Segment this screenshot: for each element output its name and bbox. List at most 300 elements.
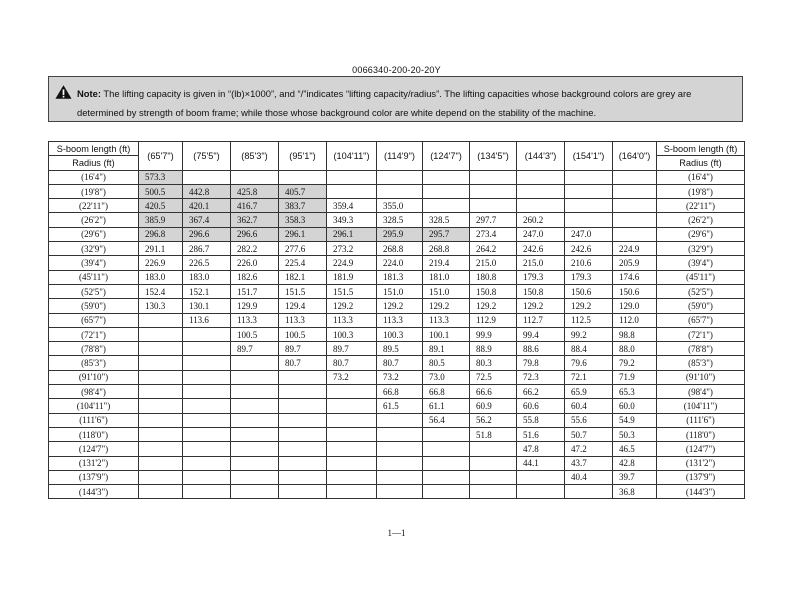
capacity-cell: 219.4 <box>423 256 470 270</box>
radius-cell-right: (16'4") <box>657 170 745 184</box>
capacity-cell: 79.8 <box>517 356 565 370</box>
capacity-cell: 99.2 <box>565 327 613 341</box>
capacity-cell <box>613 184 657 198</box>
capacity-cell: 43.7 <box>565 456 613 470</box>
capacity-cell <box>279 470 327 484</box>
capacity-cell: 88.6 <box>517 342 565 356</box>
capacity-cell <box>279 170 327 184</box>
capacity-cell: 50.7 <box>565 427 613 441</box>
capacity-cell <box>327 456 377 470</box>
table-row <box>49 399 745 413</box>
capacity-cell: 79.2 <box>613 356 657 370</box>
capacity-cell: 224.9 <box>327 256 377 270</box>
capacity-cell: 328.5 <box>423 213 470 227</box>
capacity-cell: 80.7 <box>327 356 377 370</box>
capacity-cell: 80.3 <box>470 356 517 370</box>
capacity-cell: 129.2 <box>470 299 517 313</box>
capacity-cell <box>231 385 279 399</box>
capacity-cell: 66.8 <box>377 385 423 399</box>
capacity-cell <box>279 485 327 499</box>
boom-length-header: (154'1") <box>565 142 613 171</box>
capacity-cell: 215.0 <box>470 256 517 270</box>
capacity-cell: 47.2 <box>565 442 613 456</box>
capacity-cell <box>139 342 183 356</box>
radius-cell-left: (29'6") <box>49 227 139 241</box>
capacity-cell <box>139 370 183 384</box>
boom-length-header-left: S-boom length (ft) <box>49 142 139 156</box>
capacity-cell: 89.7 <box>279 342 327 356</box>
capacity-cell: 42.8 <box>613 456 657 470</box>
capacity-cell: 79.6 <box>565 356 613 370</box>
capacity-cell: 88.9 <box>470 342 517 356</box>
capacity-cell: 129.2 <box>377 299 423 313</box>
radius-cell-right: (137'9") <box>657 470 745 484</box>
capacity-cell <box>377 470 423 484</box>
table-row <box>49 242 745 256</box>
capacity-cell <box>377 456 423 470</box>
table-row <box>49 199 745 213</box>
capacity-cell: 150.8 <box>517 284 565 298</box>
capacity-cell <box>327 184 377 198</box>
capacity-cell <box>183 356 231 370</box>
capacity-cell: 61.5 <box>377 399 423 413</box>
radius-cell-left: (104'11") <box>49 399 139 413</box>
capacity-cell <box>183 327 231 341</box>
capacity-cell: 150.6 <box>565 284 613 298</box>
boom-length-header-right: S-boom length (ft) <box>657 142 745 156</box>
note-box <box>48 76 743 122</box>
capacity-cell: 151.0 <box>377 284 423 298</box>
capacity-cell <box>139 313 183 327</box>
capacity-cell <box>613 227 657 241</box>
radius-cell-left: (91'10") <box>49 370 139 384</box>
capacity-cell: 181.3 <box>377 270 423 284</box>
table-row <box>49 313 745 327</box>
radius-cell-right: (98'4") <box>657 385 745 399</box>
capacity-cell <box>231 485 279 499</box>
capacity-cell: 100.5 <box>231 327 279 341</box>
table-body <box>49 142 745 499</box>
radius-cell-left: (78'8") <box>49 342 139 356</box>
table-row <box>49 470 745 484</box>
capacity-cell <box>279 442 327 456</box>
capacity-cell <box>423 170 470 184</box>
capacity-cell <box>377 427 423 441</box>
capacity-cell: 420.5 <box>139 199 183 213</box>
capacity-cell: 113.3 <box>327 313 377 327</box>
radius-cell-left: (124'7") <box>49 442 139 456</box>
capacity-cell: 55.8 <box>517 413 565 427</box>
capacity-cell: 40.4 <box>565 470 613 484</box>
table-row <box>49 356 745 370</box>
capacity-cell <box>423 427 470 441</box>
radius-cell-left: (32'9") <box>49 242 139 256</box>
capacity-cell: 183.0 <box>139 270 183 284</box>
boom-length-header: (144'3") <box>517 142 565 171</box>
capacity-cell: 362.7 <box>231 213 279 227</box>
capacity-cell: 112.9 <box>470 313 517 327</box>
capacity-cell: 66.6 <box>470 385 517 399</box>
capacity-cell <box>470 442 517 456</box>
capacity-cell <box>279 370 327 384</box>
capacity-cell: 224.0 <box>377 256 423 270</box>
capacity-cell: 367.4 <box>183 213 231 227</box>
capacity-cell: 296.1 <box>279 227 327 241</box>
capacity-cell: 113.3 <box>231 313 279 327</box>
capacity-cell <box>183 427 231 441</box>
capacity-cell <box>470 456 517 470</box>
capacity-cell <box>423 456 470 470</box>
capacity-cell: 44.1 <box>517 456 565 470</box>
radius-cell-left: (45'11") <box>49 270 139 284</box>
page-number: 1—1 <box>387 528 406 538</box>
radius-cell-right: (91'10") <box>657 370 745 384</box>
boom-length-header: (95'1") <box>279 142 327 171</box>
capacity-cell: 226.9 <box>139 256 183 270</box>
table-row <box>49 270 745 284</box>
capacity-cell: 264.2 <box>470 242 517 256</box>
capacity-cell: 273.4 <box>470 227 517 241</box>
radius-cell-left: (22'11") <box>49 199 139 213</box>
capacity-cell <box>613 199 657 213</box>
radius-cell-right: (52'5") <box>657 284 745 298</box>
capacity-cell: 151.5 <box>327 284 377 298</box>
capacity-cell: 71.9 <box>613 370 657 384</box>
capacity-cell <box>565 485 613 499</box>
radius-cell-left: (98'4") <box>49 385 139 399</box>
radius-cell-right: (39'4") <box>657 256 745 270</box>
capacity-cell: 100.3 <box>327 327 377 341</box>
capacity-cell: 89.5 <box>377 342 423 356</box>
capacity-cell: 56.4 <box>423 413 470 427</box>
radius-cell-left: (144'3") <box>49 485 139 499</box>
capacity-cell <box>279 399 327 413</box>
capacity-cell: 50.3 <box>613 427 657 441</box>
capacity-cell: 73.2 <box>327 370 377 384</box>
capacity-cell <box>517 470 565 484</box>
radius-cell-right: (59'0") <box>657 299 745 313</box>
radius-cell-right: (29'6") <box>657 227 745 241</box>
capacity-cell <box>327 170 377 184</box>
radius-header-left: Radius (ft) <box>49 156 139 170</box>
radius-cell-left: (65'7") <box>49 313 139 327</box>
table-row <box>49 442 745 456</box>
radius-cell-left: (26'2") <box>49 213 139 227</box>
capacity-cell: 179.3 <box>565 270 613 284</box>
capacity-cell <box>565 170 613 184</box>
capacity-cell: 89.7 <box>327 342 377 356</box>
capacity-cell: 89.1 <box>423 342 470 356</box>
capacity-cell: 80.5 <box>423 356 470 370</box>
radius-cell-left: (16'4") <box>49 170 139 184</box>
capacity-cell <box>565 213 613 227</box>
capacity-cell: 420.1 <box>183 199 231 213</box>
capacity-cell <box>470 470 517 484</box>
capacity-cell <box>183 485 231 499</box>
radius-cell-right: (26'2") <box>657 213 745 227</box>
boom-length-header: (85'3") <box>231 142 279 171</box>
capacity-cell <box>231 427 279 441</box>
capacity-cell: 296.6 <box>231 227 279 241</box>
table-row <box>49 485 745 499</box>
capacity-cell <box>231 470 279 484</box>
capacity-cell <box>231 442 279 456</box>
capacity-cell: 383.7 <box>279 199 327 213</box>
capacity-cell <box>139 356 183 370</box>
note-label: Note: <box>77 88 101 99</box>
capacity-cell: 54.9 <box>613 413 657 427</box>
capacity-cell <box>139 442 183 456</box>
capacity-cell <box>377 184 423 198</box>
capacity-cell: 151.7 <box>231 284 279 298</box>
capacity-cell: 416.7 <box>231 199 279 213</box>
radius-cell-left: (19'8") <box>49 184 139 198</box>
radius-header-right: Radius (ft) <box>657 156 745 170</box>
capacity-cell <box>139 385 183 399</box>
capacity-cell: 179.3 <box>517 270 565 284</box>
capacity-cell <box>139 413 183 427</box>
capacity-cell <box>139 456 183 470</box>
capacity-cell: 247.0 <box>565 227 613 241</box>
capacity-cell: 98.8 <box>613 327 657 341</box>
table-row <box>49 370 745 384</box>
capacity-cell: 150.6 <box>613 284 657 298</box>
capacity-cell: 47.8 <box>517 442 565 456</box>
capacity-cell <box>327 413 377 427</box>
capacity-cell: 442.8 <box>183 184 231 198</box>
capacity-cell <box>327 399 377 413</box>
capacity-cell: 61.1 <box>423 399 470 413</box>
table-row <box>49 342 745 356</box>
capacity-cell <box>231 413 279 427</box>
capacity-cell: 100.1 <box>423 327 470 341</box>
radius-cell-right: (65'7") <box>657 313 745 327</box>
radius-cell-right: (131'2") <box>657 456 745 470</box>
capacity-cell <box>327 485 377 499</box>
capacity-cell: 130.1 <box>183 299 231 313</box>
capacity-cell: 260.2 <box>517 213 565 227</box>
capacity-cell: 181.0 <box>423 270 470 284</box>
radius-cell-right: (111'6") <box>657 413 745 427</box>
capacity-cell <box>327 427 377 441</box>
capacity-cell: 66.2 <box>517 385 565 399</box>
capacity-cell: 425.8 <box>231 184 279 198</box>
capacity-cell: 180.8 <box>470 270 517 284</box>
capacity-cell: 65.9 <box>565 385 613 399</box>
capacity-cell: 99.4 <box>517 327 565 341</box>
boom-length-header: (104'11") <box>327 142 377 171</box>
capacity-cell <box>183 470 231 484</box>
capacity-cell <box>183 456 231 470</box>
capacity-cell <box>377 170 423 184</box>
capacity-cell: 46.5 <box>613 442 657 456</box>
radius-cell-right: (144'3") <box>657 485 745 499</box>
radius-cell-right: (32'9") <box>657 242 745 256</box>
capacity-cell: 60.0 <box>613 399 657 413</box>
capacity-cell <box>565 184 613 198</box>
capacity-cell: 65.3 <box>613 385 657 399</box>
radius-cell-left: (85'3") <box>49 356 139 370</box>
radius-cell-left: (131'2") <box>49 456 139 470</box>
capacity-cell <box>183 385 231 399</box>
radius-cell-left: (39'4") <box>49 256 139 270</box>
capacity-cell: 129.0 <box>613 299 657 313</box>
radius-cell-right: (22'11") <box>657 199 745 213</box>
capacity-cell: 205.9 <box>613 256 657 270</box>
boom-length-header: (114'9") <box>377 142 423 171</box>
capacity-cell: 100.5 <box>279 327 327 341</box>
table-row <box>49 299 745 313</box>
radius-cell-left: (59'0") <box>49 299 139 313</box>
capacity-cell: 73.0 <box>423 370 470 384</box>
capacity-cell: 130.3 <box>139 299 183 313</box>
lifting-capacity-table-wrapper <box>48 141 745 499</box>
boom-length-header: (75'5") <box>183 142 231 171</box>
capacity-cell: 226.5 <box>183 256 231 270</box>
capacity-cell <box>183 170 231 184</box>
capacity-cell: 112.7 <box>517 313 565 327</box>
radius-cell-right: (19'8") <box>657 184 745 198</box>
capacity-cell: 55.6 <box>565 413 613 427</box>
capacity-cell <box>231 370 279 384</box>
boom-length-header: (164'0") <box>613 142 657 171</box>
capacity-cell <box>183 342 231 356</box>
capacity-cell: 174.6 <box>613 270 657 284</box>
capacity-cell: 358.3 <box>279 213 327 227</box>
capacity-cell <box>139 470 183 484</box>
capacity-cell <box>470 485 517 499</box>
capacity-cell <box>327 385 377 399</box>
capacity-cell: 129.2 <box>565 299 613 313</box>
capacity-cell: 129.4 <box>279 299 327 313</box>
table-row <box>49 327 745 341</box>
radius-cell-right: (45'11") <box>657 270 745 284</box>
table-row <box>49 385 745 399</box>
table-row <box>49 213 745 227</box>
capacity-cell: 39.7 <box>613 470 657 484</box>
capacity-cell <box>279 456 327 470</box>
capacity-cell <box>231 456 279 470</box>
capacity-cell: 226.0 <box>231 256 279 270</box>
capacity-cell: 51.6 <box>517 427 565 441</box>
capacity-cell: 80.7 <box>279 356 327 370</box>
capacity-cell <box>613 213 657 227</box>
capacity-cell <box>231 399 279 413</box>
capacity-cell <box>470 199 517 213</box>
capacity-cell: 296.1 <box>327 227 377 241</box>
radius-cell-right: (72'1") <box>657 327 745 341</box>
capacity-cell: 150.8 <box>470 284 517 298</box>
capacity-cell <box>423 442 470 456</box>
capacity-cell <box>613 170 657 184</box>
note-text: The lifting capacity is given in “(lb)×1000”, and “/”indicates “lifting capacity/radius”. The lifting capacities whose background colors are grey are determined by strength of boom frame; while those whose background color are white depend on the stability of the machine. <box>77 88 692 118</box>
capacity-cell: 151.5 <box>279 284 327 298</box>
table-row <box>49 170 745 184</box>
capacity-cell: 210.6 <box>565 256 613 270</box>
radius-cell-left: (118'0") <box>49 427 139 441</box>
capacity-cell: 277.6 <box>279 242 327 256</box>
capacity-cell: 215.0 <box>517 256 565 270</box>
radius-cell-left: (72'1") <box>49 327 139 341</box>
radius-cell-right: (124'7") <box>657 442 745 456</box>
table-row <box>49 184 745 198</box>
capacity-cell <box>327 470 377 484</box>
capacity-cell: 385.9 <box>139 213 183 227</box>
capacity-cell: 247.0 <box>517 227 565 241</box>
capacity-cell: 72.3 <box>517 370 565 384</box>
capacity-cell: 182.6 <box>231 270 279 284</box>
capacity-cell: 80.7 <box>377 356 423 370</box>
header-row-boom-length <box>49 142 745 156</box>
capacity-cell <box>327 442 377 456</box>
table-row <box>49 256 745 270</box>
capacity-cell: 500.5 <box>139 184 183 198</box>
capacity-cell <box>279 385 327 399</box>
capacity-cell: 242.6 <box>517 242 565 256</box>
capacity-cell <box>139 427 183 441</box>
capacity-cell: 152.1 <box>183 284 231 298</box>
capacity-cell <box>183 442 231 456</box>
capacity-cell: 359.4 <box>327 199 377 213</box>
capacity-cell: 60.9 <box>470 399 517 413</box>
capacity-cell: 100.3 <box>377 327 423 341</box>
capacity-cell: 296.8 <box>139 227 183 241</box>
radius-cell-left: (111'6") <box>49 413 139 427</box>
capacity-cell <box>377 485 423 499</box>
capacity-cell: 113.3 <box>279 313 327 327</box>
capacity-cell <box>423 485 470 499</box>
lifting-capacity-table <box>48 141 745 499</box>
capacity-cell <box>470 184 517 198</box>
capacity-cell <box>231 356 279 370</box>
capacity-cell <box>377 442 423 456</box>
radius-cell-right: (104'11") <box>657 399 745 413</box>
capacity-cell: 112.0 <box>613 313 657 327</box>
capacity-cell: 573.3 <box>139 170 183 184</box>
capacity-cell: 72.5 <box>470 370 517 384</box>
capacity-cell: 129.9 <box>231 299 279 313</box>
capacity-cell: 36.8 <box>613 485 657 499</box>
capacity-cell: 328.5 <box>377 213 423 227</box>
capacity-cell <box>423 470 470 484</box>
capacity-cell: 129.2 <box>517 299 565 313</box>
capacity-cell: 405.7 <box>279 184 327 198</box>
capacity-cell: 291.1 <box>139 242 183 256</box>
capacity-cell: 296.6 <box>183 227 231 241</box>
boom-length-header: (134'5") <box>470 142 517 171</box>
capacity-cell: 113.3 <box>423 313 470 327</box>
radius-cell-right: (78'8") <box>657 342 745 356</box>
capacity-cell <box>517 170 565 184</box>
capacity-cell <box>517 485 565 499</box>
capacity-cell: 66.8 <box>423 385 470 399</box>
capacity-cell <box>565 199 613 213</box>
document-code: 0066340-200-20-20Y <box>352 65 441 75</box>
table-row <box>49 427 745 441</box>
capacity-cell <box>139 485 183 499</box>
boom-length-header: (65'7") <box>139 142 183 171</box>
capacity-cell: 295.7 <box>423 227 470 241</box>
warning-triangle-icon <box>55 84 72 100</box>
capacity-cell <box>377 413 423 427</box>
capacity-cell: 99.9 <box>470 327 517 341</box>
radius-cell-left: (52'5") <box>49 284 139 298</box>
capacity-cell <box>279 413 327 427</box>
capacity-cell: 349.3 <box>327 213 377 227</box>
capacity-cell <box>470 170 517 184</box>
capacity-cell: 60.6 <box>517 399 565 413</box>
table-row <box>49 413 745 427</box>
